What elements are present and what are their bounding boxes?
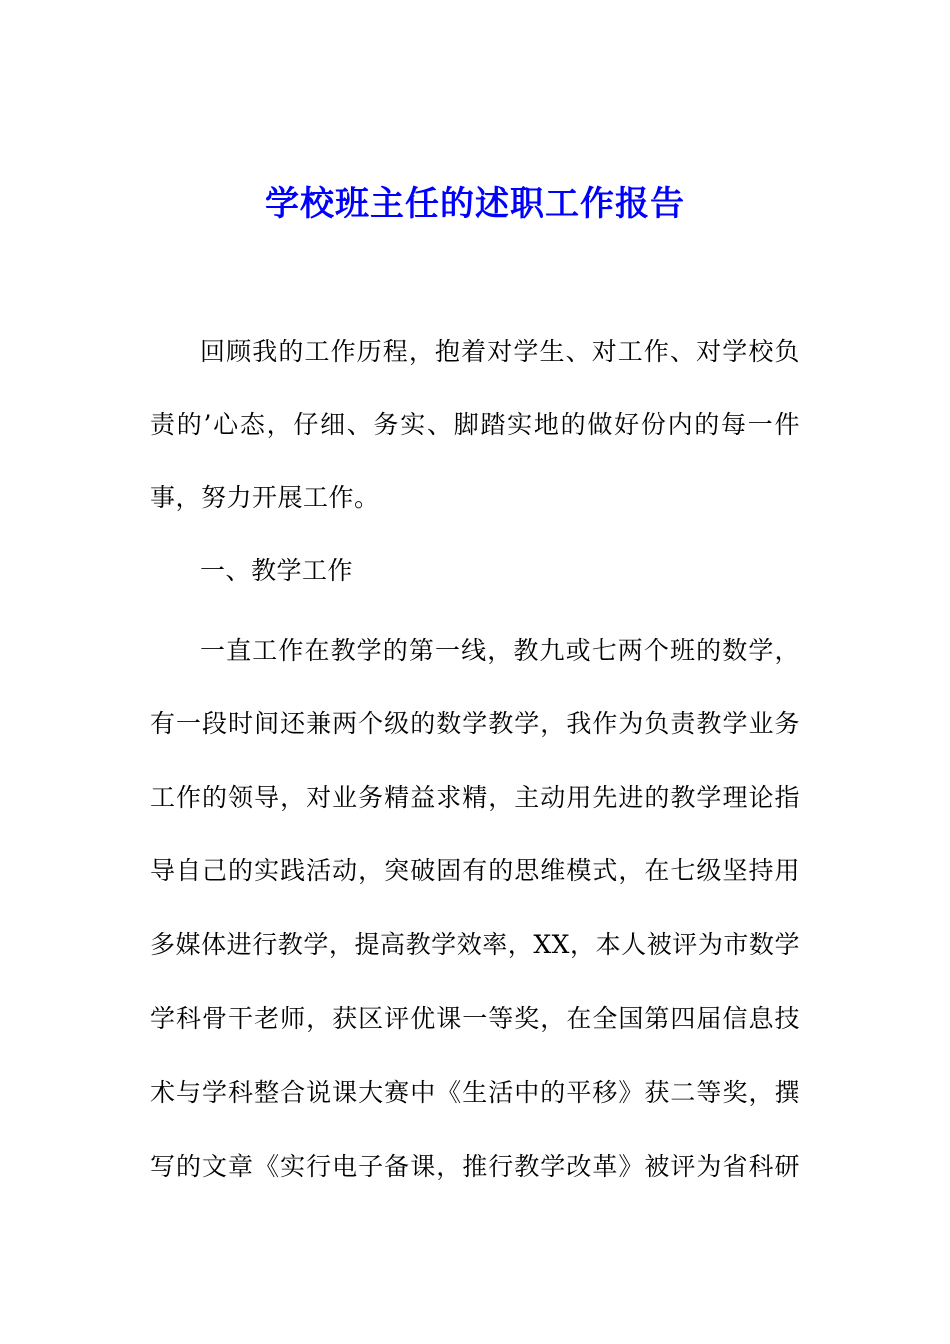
paragraph-line: 责的’心态，仔细、务实、脚踏实地的做好份内的每一件	[150, 410, 800, 439]
paragraph-line: 导自己的实践活动，突破固有的思维模式，在七级坚持用	[150, 856, 800, 885]
paragraph-line: 术与学科整合说课大赛中《生活中的平移》获二等奖，撰	[150, 1078, 800, 1107]
paragraph-line: 写的文章《实行电子备课，推行教学改革》被评为省科研	[150, 1152, 800, 1181]
paragraph-line: 事，努力开展工作。	[150, 483, 380, 512]
paragraph-line: 多媒体进行教学，提高教学效率，XX，本人被评为市数学	[150, 930, 800, 959]
document-title: 学校班主任的述职工作报告	[265, 184, 685, 224]
paragraph-line: 一直工作在教学的第一线，教九或七两个班的数学，	[200, 636, 800, 665]
paragraph-line: 学科骨干老师，获区评优课一等奖，在全国第四届信息技	[150, 1004, 800, 1033]
section-heading: 一、教学工作	[200, 556, 354, 585]
paragraph-line: 回顾我的工作历程，抱着对学生、对工作、对学校负	[200, 337, 800, 366]
paragraph-line: 有一段时间还兼两个级的数学教学，我作为负责教学业务	[150, 709, 800, 738]
paragraph-line: 工作的领导，对业务精益求精，主动用先进的教学理论指	[150, 783, 800, 812]
